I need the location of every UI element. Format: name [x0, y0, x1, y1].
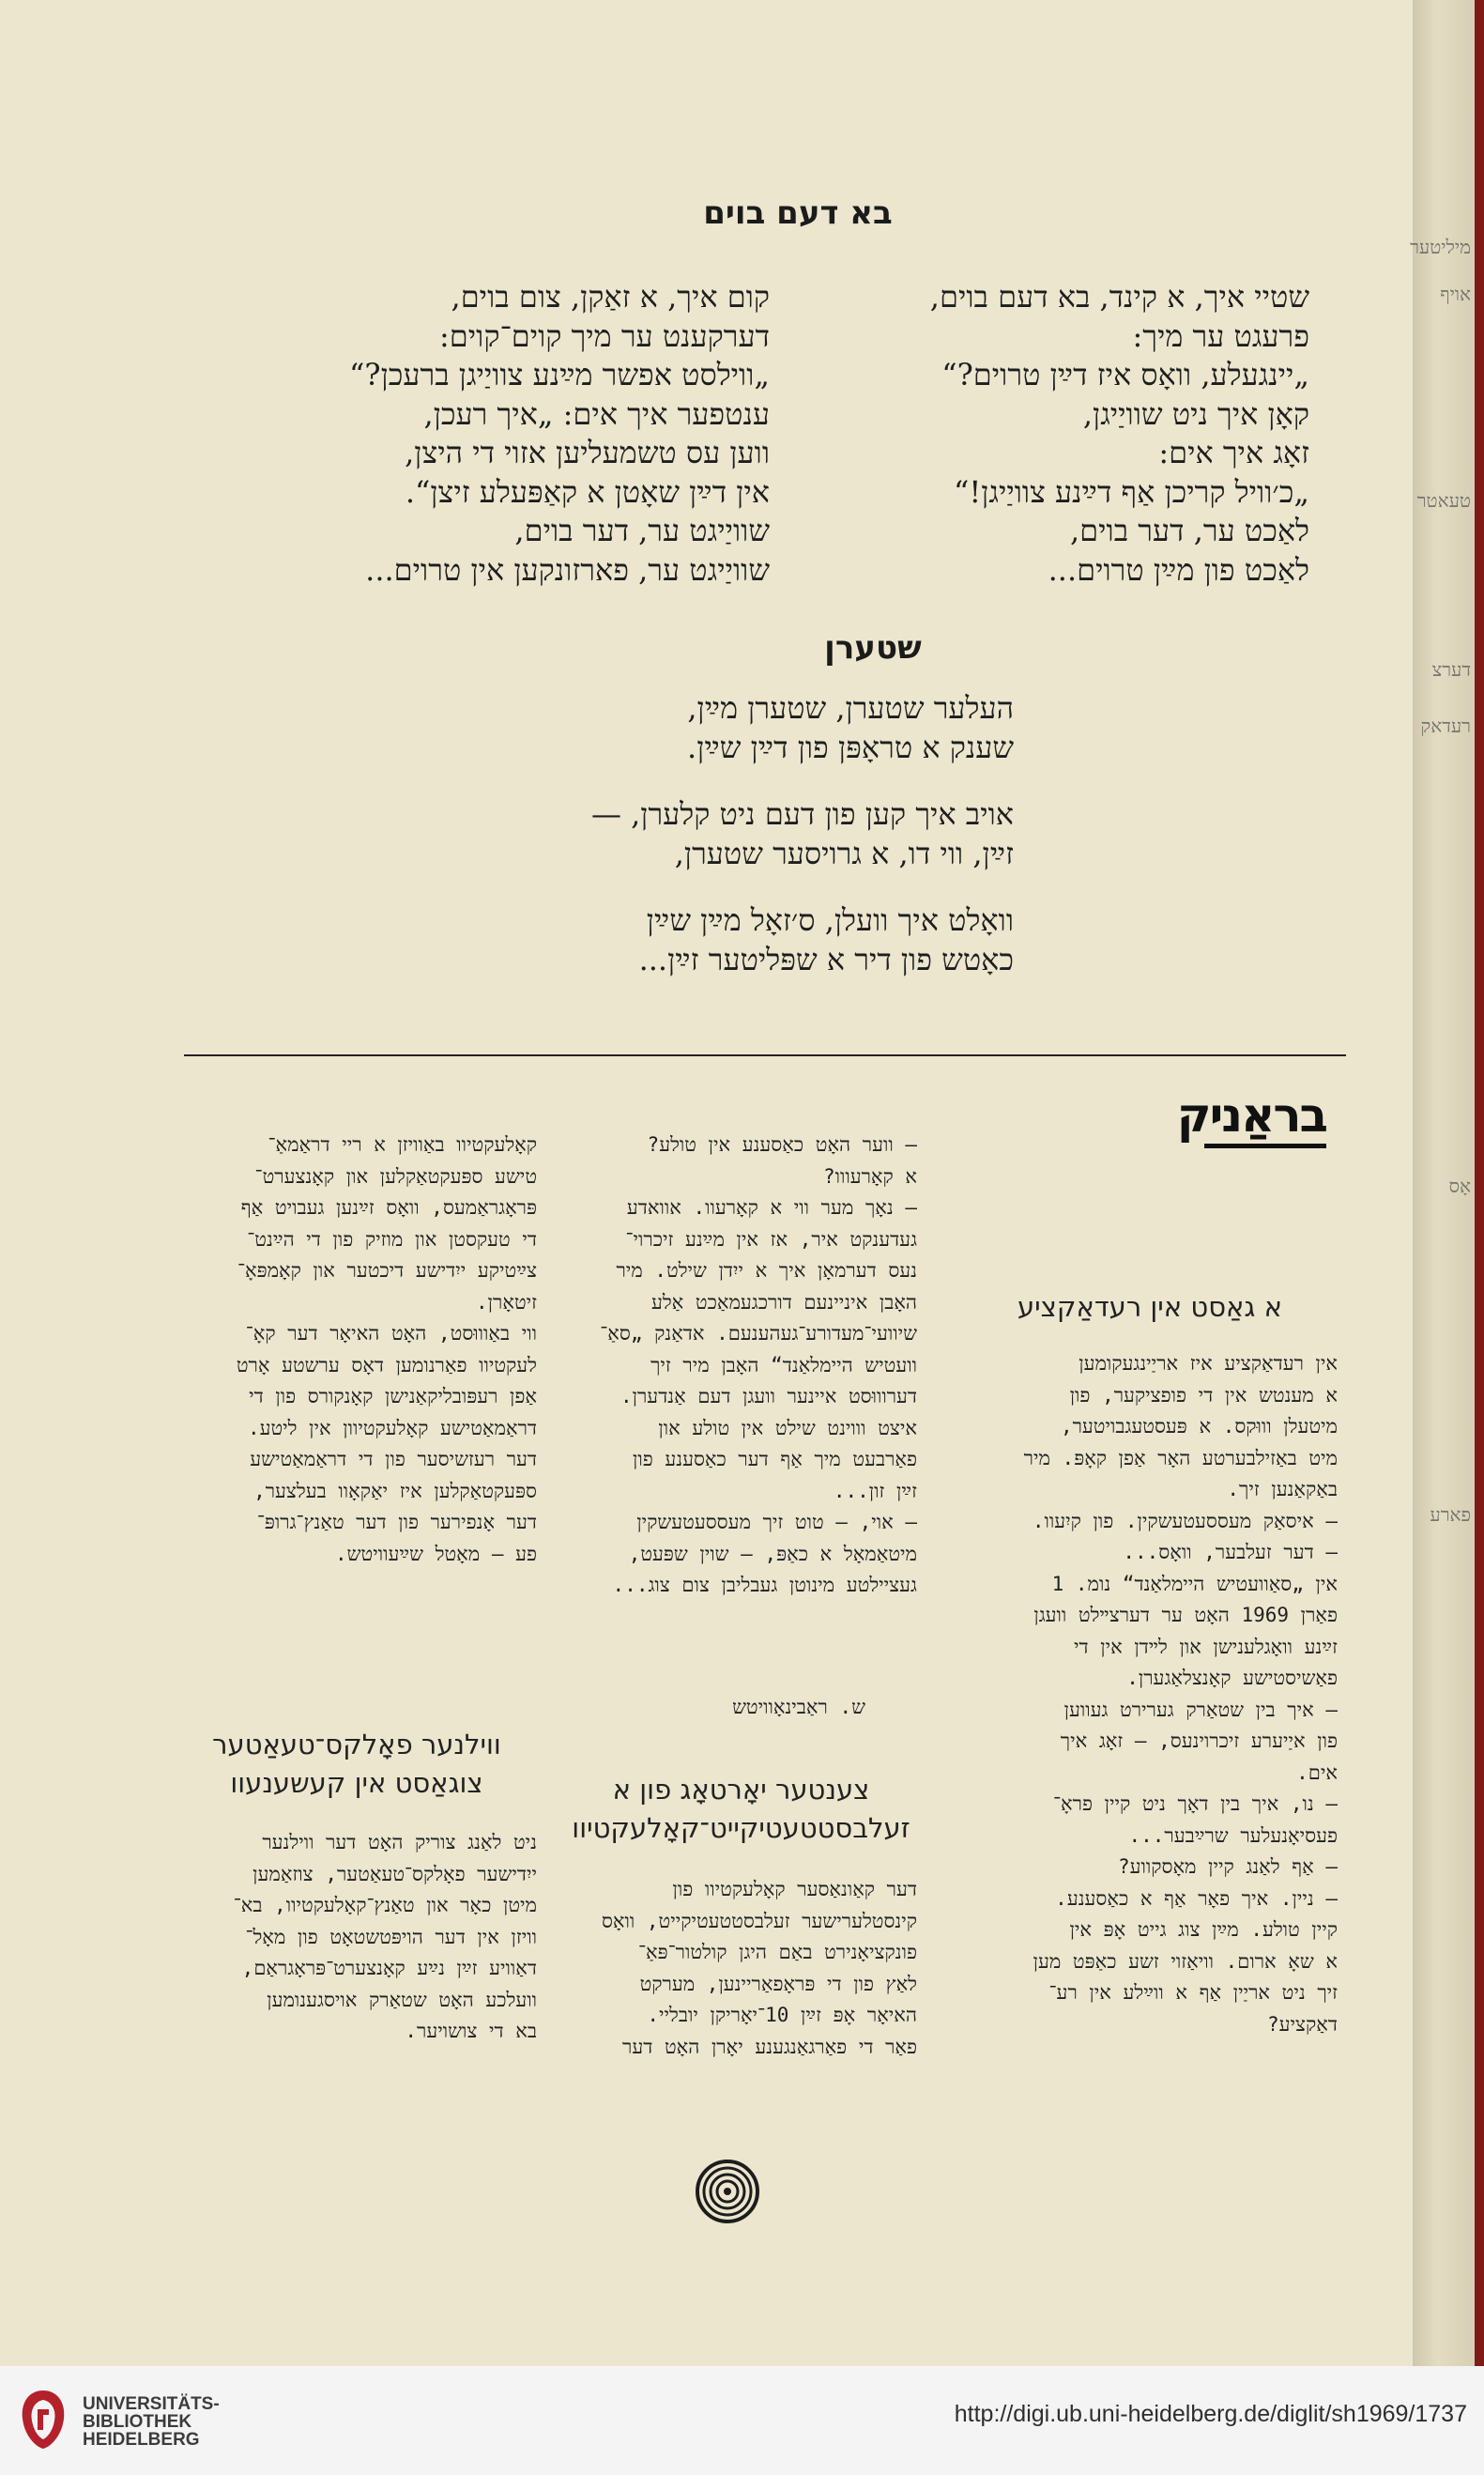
- binding-cloth: [1475, 0, 1484, 2366]
- article-line: האיאָר אָפּ זײַן 10־יאָריקן יובליי.: [647, 2004, 917, 2026]
- article-line: די טעקסטן און מוזיק פון די הײַנט־: [247, 1227, 537, 1251]
- article-line: — אוי, — טוט זיך מעססעטעשקין: [636, 1511, 917, 1533]
- verse-line: „כ׳וויל קריכן אַף דײַנע צוויַיגן!“: [954, 473, 1309, 510]
- poem-stanza-left: [282, 278, 770, 590]
- poem-title: בא דעם בוים: [703, 194, 893, 232]
- verse-line: העלער שטערן, שטערן מײַן,: [687, 690, 1014, 726]
- article-line: פע — מאָטל שײַעוויטש.: [335, 1542, 537, 1565]
- verse-line: זײַן, ווי דו, א גרויסער שטערן,: [674, 835, 1014, 871]
- article-line: אַפן רעפּובליקאַנישן קאָנקורס פון די: [249, 1385, 537, 1407]
- article-line: געציילטע מינוטן געבליבן צום צוג...: [612, 1574, 917, 1596]
- verse-line: קום איך, א זאַקן, צום בוים,: [451, 279, 770, 315]
- article-heading-anniversary: [556, 1771, 926, 1848]
- article-line: פאַרן 1969 האָט ער דערצײלט וועגן: [1033, 1604, 1338, 1626]
- article-line: פונקציאָנירט באַם היגן קולטור־פּאַ־: [637, 1941, 917, 1963]
- verse-line: ענטפער איך אים: „איך רעכן,: [423, 395, 770, 432]
- article-line: פאַשיסטישע קאָנצלאַגערן.: [1126, 1667, 1338, 1689]
- spine-fragment: דערצ: [1431, 658, 1471, 681]
- article-line: לעקטיוו פאַרנומען דאָס ערשטע אָרט: [236, 1353, 537, 1376]
- article-line: פּראָגראַמעס, וואָס זײַנען געבויט אַף: [240, 1196, 537, 1219]
- spine-fragment: אויף: [1440, 283, 1471, 305]
- article-line: שיוועי־מעדורע־געהענעם. אדאַנק „סאַ־: [600, 1322, 917, 1345]
- article-line: זיטאָרן.: [476, 1290, 537, 1314]
- article-line: ייִדישער פאָלקס־טעאַטער, צוזאַמען: [252, 1862, 537, 1885]
- verse-line: כאָטש פון דיר א שפּליטער זײַן...: [638, 941, 1014, 977]
- heading-line: צענטער יאָרטאָג פון א: [612, 1774, 870, 1806]
- article-line: בא די צושויער.: [405, 2020, 537, 2042]
- article-heading-vilna-theater: [188, 1726, 526, 1803]
- verse-line: לאַכט ער, דער בוים,: [1069, 513, 1309, 548]
- verse-stanza: [563, 689, 1014, 767]
- verse-line: קאָן איך ניט שוויַיגן,: [1082, 395, 1309, 432]
- verse-line: דערקענט ער מיך קוים־קוים:: [439, 317, 770, 354]
- article-heading-guest: א גאַסט אין רעדאַקציע: [1017, 1291, 1282, 1323]
- article-line: דער רעזשיסער פון די דראַמאַטישע: [250, 1448, 537, 1470]
- verse-line: אין דײַן שאָטן א קאַפּעלע זיצן“.: [405, 473, 770, 510]
- verse-stanza: [563, 901, 1014, 979]
- article-line: וועטיש היימלאַנד“ האָבן מיר זיך: [650, 1353, 917, 1376]
- article-line: א שאָ ארום. וויאַזוי זשע כאַפּט מען: [1033, 1949, 1338, 1973]
- article-line: באַקאַנען זיך.: [1227, 1478, 1338, 1500]
- article-line: פעסיאָנעלער שרײַבער...: [1128, 1823, 1338, 1847]
- article-column-middle: [556, 1130, 917, 1602]
- article-line: דאַוויע זײַן נײַע קאָנצערט־פּראָגראַם,: [241, 1957, 537, 1979]
- verse-line: לאַכט פון מײַן טרוים...: [1048, 551, 1309, 588]
- article-line: קינסטלערישער זעלבסטטעטיקייט, וואָס: [601, 1909, 917, 1932]
- verse-line: ווען עס טשמעליען אזוי די היצן,: [405, 435, 770, 470]
- article-line: צײַטיקע ייִדישע דיכטער און קאָמפּאָ־: [237, 1259, 537, 1282]
- article-line: ווי באַוווּסט, האָט האיאָר דער קאָ־: [245, 1322, 537, 1345]
- university-seal-icon: [15, 2387, 71, 2452]
- verse-line: שטיי איך, א קינד, בא דעם בוים,: [929, 279, 1309, 315]
- article-line: איצט וווינט שילט אין טולע און: [658, 1416, 917, 1439]
- article-line: נעס דערמאָן איך א ייִדן שילט. מיר: [616, 1259, 917, 1282]
- heading-line: ווילנער פאָלקס־טעאַטער: [212, 1729, 501, 1760]
- section-logo: בראַניק: [1204, 1087, 1326, 1148]
- article-line: — אַף לאַנג קיין מאָסקווע?: [1118, 1855, 1338, 1878]
- article-line: פאַרבעט מיך אַף דער כאַסענע פון: [632, 1448, 917, 1470]
- footer-bar: [0, 2366, 1484, 2475]
- verse-line: פרעגט ער מיך:: [1132, 317, 1309, 354]
- article-line: מיט באַזילבערטע האָר אַפן קאָפּ. מיר: [1023, 1446, 1338, 1469]
- article-line: — איך בין שטאַרק גערירט געווען: [1063, 1698, 1338, 1721]
- verse-line: וואָלט איך וועלן, ס׳זאָל מײַן שײַן: [646, 902, 1014, 938]
- article-line: א מענטש אין די פופציקער, פון: [1069, 1383, 1338, 1407]
- source-url-link[interactable]: http://digi.ub.uni-heidelberg.de/diglit/sh1969/1737: [954, 2401, 1467, 2427]
- verse-line: שענק א טראָפּן פון דײַן שײַן.: [687, 729, 1014, 765]
- article-line: דער אָנפירער פון דער טאַנץ־גרופּ־: [256, 1511, 537, 1533]
- article-line: געדענקט איר, אז אין מײַנע זיכרוי־: [625, 1227, 917, 1251]
- article-line: א קאָרעווו?: [822, 1164, 917, 1188]
- article-line: האָבן איניינעם דורכגעמאַכט אַלע: [650, 1290, 917, 1314]
- article-line: מיטעלן וווּקס. א פּעסטעגבויטער,: [1060, 1415, 1338, 1437]
- institution-line: UNIVERSITÄTS-: [83, 2394, 220, 2414]
- spine-fragment: אָס: [1448, 1175, 1471, 1197]
- article-line: קאָלעקטיוו באַוויזן א ריי דראַמאַ־: [268, 1133, 537, 1156]
- article-anniversary-text: [556, 1874, 917, 2063]
- spine-fragment: פארע: [1430, 1503, 1471, 1526]
- institution-name: [83, 2395, 220, 2449]
- article-line: דאַקציע?: [1267, 2012, 1338, 2036]
- article-line: — ווער האָט כאַסענע אין טולע?: [647, 1133, 917, 1156]
- article-line: דער קאַונאַסער קאָלעקטיוו פון: [672, 1878, 917, 1900]
- article-line: — נאָך מער ווי א קאָרעוו. אוואדע: [626, 1196, 917, 1219]
- article-line: ניט לאַנג צוריק האָט דער ווילנער: [262, 1831, 537, 1853]
- article-line: טישע ספּעקטאַקלען און קאָנצערט־: [254, 1164, 537, 1188]
- spine-fragment: רעדאק: [1420, 715, 1471, 737]
- heading-line: צוגאַסט אין קעשענעוו: [230, 1767, 483, 1799]
- heading-line: זעלבסטטעטיקייט־קאָלעקטיוו: [572, 1812, 910, 1844]
- verse-line: „ווילסט אפשר מײַנע צוויַיגן ברעכן?“: [349, 357, 770, 392]
- institution-line: HEIDELBERG: [83, 2430, 200, 2450]
- verse-line: שוויַיגט ער, דער בוים,: [514, 513, 770, 548]
- article-line: וועלכע האָט שטאַרק אויסגענומען: [267, 1988, 537, 2011]
- verse-line: זאָג איך אים:: [1158, 435, 1309, 470]
- article-line: פון איַיערע זיכרוינעס, — זאָג איך: [1060, 1729, 1338, 1752]
- article-vilna-text: [218, 1827, 537, 2048]
- article-line: וויזן אין דער הויפּטשטאָט פון מאָל־: [245, 1925, 537, 1948]
- poem-stanza-right: [784, 278, 1309, 590]
- verse-line: „יינגעלע, וואָס איז דײַן טרוים?“: [941, 357, 1309, 392]
- poem-stanzas: [563, 689, 1014, 1007]
- article-line: — נו, איך בין דאָך ניט קיין פראָ־: [1053, 1792, 1338, 1815]
- article-line: מיטן כאָר און טאַנץ־קאָלעקטיוו, בא־: [233, 1894, 537, 1916]
- section-divider: [184, 1054, 1346, 1056]
- article-line: אין „סאַוועטיש היימלאַנד“ נומ. 1: [1051, 1572, 1338, 1595]
- article-line: דראַמאַטישע קאָלעקטיוון אין ליטע.: [247, 1416, 537, 1439]
- article-line: זײַן זון...: [833, 1479, 917, 1502]
- article-line: — איסאַק מעססעטעשקין. פון קיִעוו.: [1032, 1509, 1338, 1532]
- article-column-left: [218, 1130, 537, 1570]
- article-line: מיטאַמאָל א כאַפּ, — שוין שפּעט,: [628, 1542, 917, 1565]
- article-line: לאַץ פון די פּראָפאַריינען, מערקט: [639, 1972, 917, 1995]
- article-line: קיין טולע. מײַן צוג גייט אָפּ אין: [1069, 1918, 1338, 1941]
- article-line: פאַר די פאַרגאַנגענע יאָרן האָט דער: [622, 2035, 917, 2058]
- article-byline: ש. ראַבינאָוויטש: [732, 1696, 865, 1718]
- article-line: — ניין. איך פאָר אַף א כאַסענע.: [1055, 1886, 1338, 1910]
- spine-fragment: טעאטר: [1416, 489, 1471, 512]
- article-line: — דער זעלבער, וואָס...: [1123, 1541, 1338, 1563]
- spine-fragment: מיליטער: [1410, 236, 1471, 258]
- poem-title-shtern: שטערן: [824, 629, 922, 667]
- verse-stanza: [563, 795, 1014, 873]
- adjacent-page-edge: [1410, 0, 1484, 2366]
- article-line: ספּעקטאַקלען איז יאַקאָוו בעלצער,: [253, 1479, 537, 1502]
- institution-line: BIBLIOTHEK: [83, 2412, 192, 2432]
- article-line: זײַנע וואָגלענישן און לײדן אין די: [1073, 1635, 1338, 1658]
- verse-line: אויב איך קען פון דעם ניט קלערן, —: [590, 796, 1014, 832]
- article-line: דערוווּסט איינער וועגן דעם אַנדערן.: [620, 1385, 917, 1407]
- article-line: אין רעדאַקציע איז אריַינגעקומען: [1079, 1352, 1338, 1375]
- article-line: זיך ניט אריַין אַף א ווײַלע אין רע־: [1048, 1981, 1338, 2004]
- article-column-right: [976, 1348, 1338, 2040]
- verse-line: שוויַיגט ער, פארזונקען אין טרוים...: [365, 551, 770, 588]
- article-line: אים.: [1296, 1760, 1338, 1784]
- spiral-ornament-icon: [696, 2160, 759, 2223]
